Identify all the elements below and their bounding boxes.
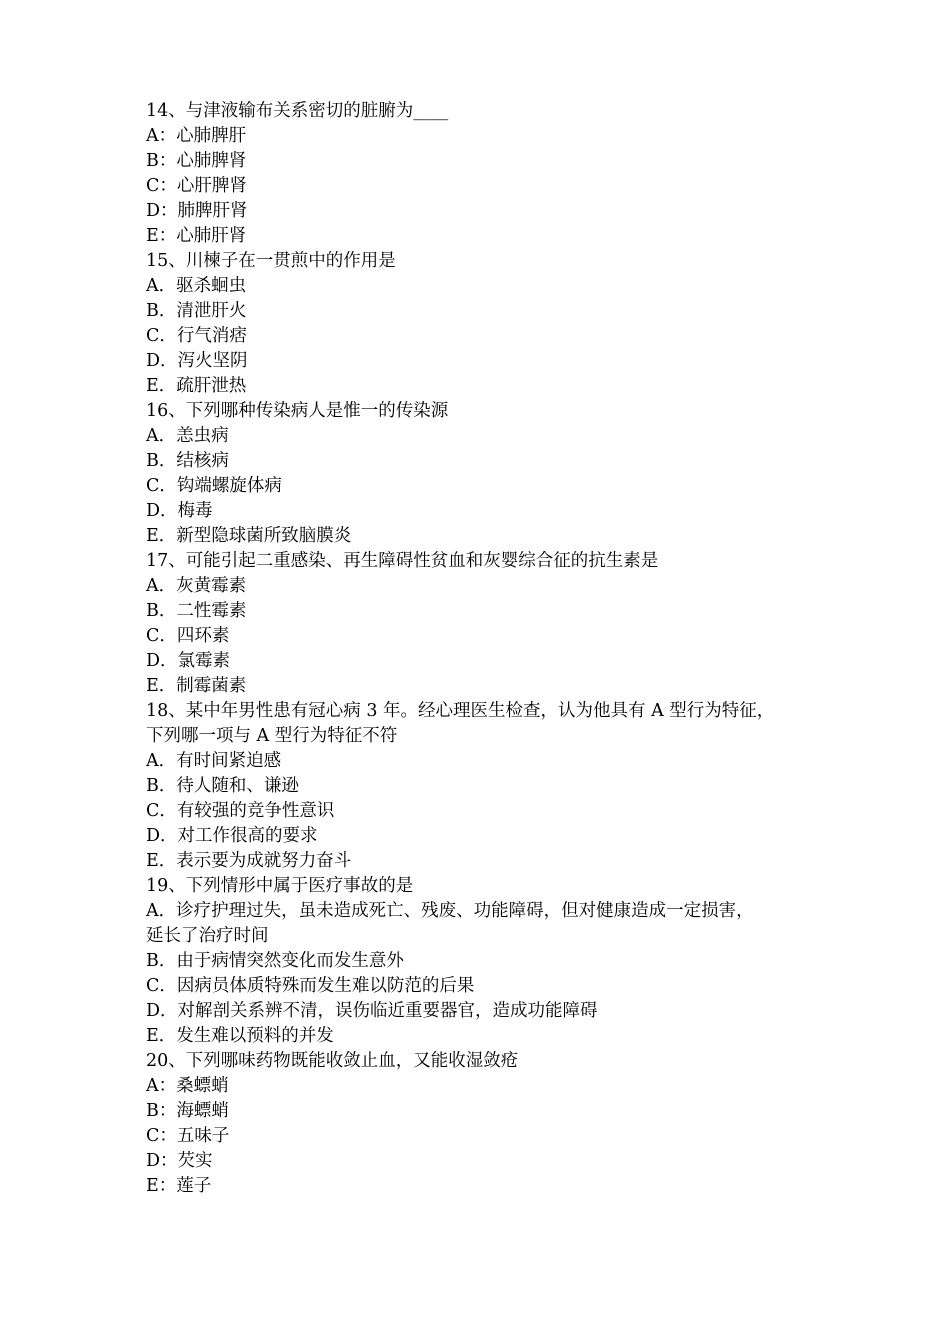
- question-stem: 16、下列哪种传染病人是惟一的传染源: [146, 401, 449, 421]
- option-c: C．因病员体质特殊而发生难以防范的后果: [146, 976, 475, 996]
- question-14: [146, 99, 806, 249]
- option-c: C．有较强的竞争性意识: [146, 801, 335, 821]
- option-d: D．泻火坚阴: [146, 351, 248, 371]
- option-e: E．发生难以预料的并发: [146, 1026, 334, 1046]
- option-a: A．驱杀蛔虫: [146, 276, 247, 296]
- option-c: C．钩端螺旋体病: [146, 476, 282, 496]
- option-e: E．疏肝泄热: [146, 376, 247, 396]
- question-15: [146, 249, 806, 399]
- option-d: D：芡实: [146, 1151, 213, 1171]
- option-a-line-1: A．诊疗护理过失，虽未造成死亡、残废、功能障碍，但对健康造成一定损害，: [146, 901, 754, 921]
- question-16: [146, 399, 806, 549]
- option-d: D．对工作很高的要求: [146, 826, 318, 846]
- option-e: E：心肺肝肾: [146, 226, 247, 246]
- option-a: A．恙虫病: [146, 426, 229, 446]
- option-c: C：心肝脾肾: [146, 176, 247, 196]
- question-20: [146, 1049, 806, 1199]
- option-a: A：桑螵蛸: [146, 1076, 229, 1096]
- option-c: C．行气消痞: [146, 326, 247, 346]
- question-18: [146, 699, 806, 874]
- question-stem: 14、与津液输布关系密切的脏腑为____: [146, 101, 449, 121]
- option-e: E：莲子: [146, 1176, 212, 1196]
- option-a: A．有时间紧迫感: [146, 751, 282, 771]
- question-stem: 19、下列情形中属于医疗事故的是: [146, 876, 414, 896]
- option-a: A．灰黄霉素: [146, 576, 247, 596]
- option-b: B．待人随和、谦逊: [146, 776, 299, 796]
- option-c: C．四环素: [146, 626, 230, 646]
- option-b: B．结核病: [146, 451, 229, 471]
- option-a: A：心肺脾肝: [146, 126, 247, 146]
- question-stem: 20、下列哪味药物既能收敛止血，又能收湿敛疮: [146, 1051, 519, 1071]
- question-stem: 17、可能引起二重感染、再生障碍性贫血和灰婴综合征的抗生素是: [146, 551, 659, 571]
- option-b: B：心肺脾肾: [146, 151, 247, 171]
- option-d: D．对解剖关系辨不清，误伤临近重要器官，造成功能障碍: [146, 1001, 598, 1021]
- option-e: E．表示要为成就努力奋斗: [146, 851, 352, 871]
- option-d: D：肺脾肝肾: [146, 201, 248, 221]
- question-stem-line-1: 18、某中年男性患有冠心病 3 年。经心理医生检查，认为他具有 A 型行为特征，: [146, 701, 775, 721]
- question-17: [146, 549, 806, 699]
- option-b: B．清泄肝火: [146, 301, 247, 321]
- question-list: [146, 99, 806, 1199]
- option-b: B．二性霉素: [146, 601, 247, 621]
- question-stem-line-2: 下列哪一项与 A 型行为特征不符: [146, 726, 398, 746]
- option-a-line-2: 延长了治疗时间: [146, 926, 269, 946]
- option-b: B：海螵蛸: [146, 1101, 229, 1121]
- option-c: C：五味子: [146, 1126, 230, 1146]
- question-19: [146, 874, 806, 1049]
- option-b: B．由于病情突然变化而发生意外: [146, 951, 404, 971]
- question-stem: 15、川楝子在一贯煎中的作用是: [146, 251, 396, 271]
- option-d: D．梅毒: [146, 501, 213, 521]
- option-e: E．新型隐球菌所致脑膜炎: [146, 526, 352, 546]
- option-e: E．制霉菌素: [146, 676, 247, 696]
- option-d: D．氯霉素: [146, 651, 231, 671]
